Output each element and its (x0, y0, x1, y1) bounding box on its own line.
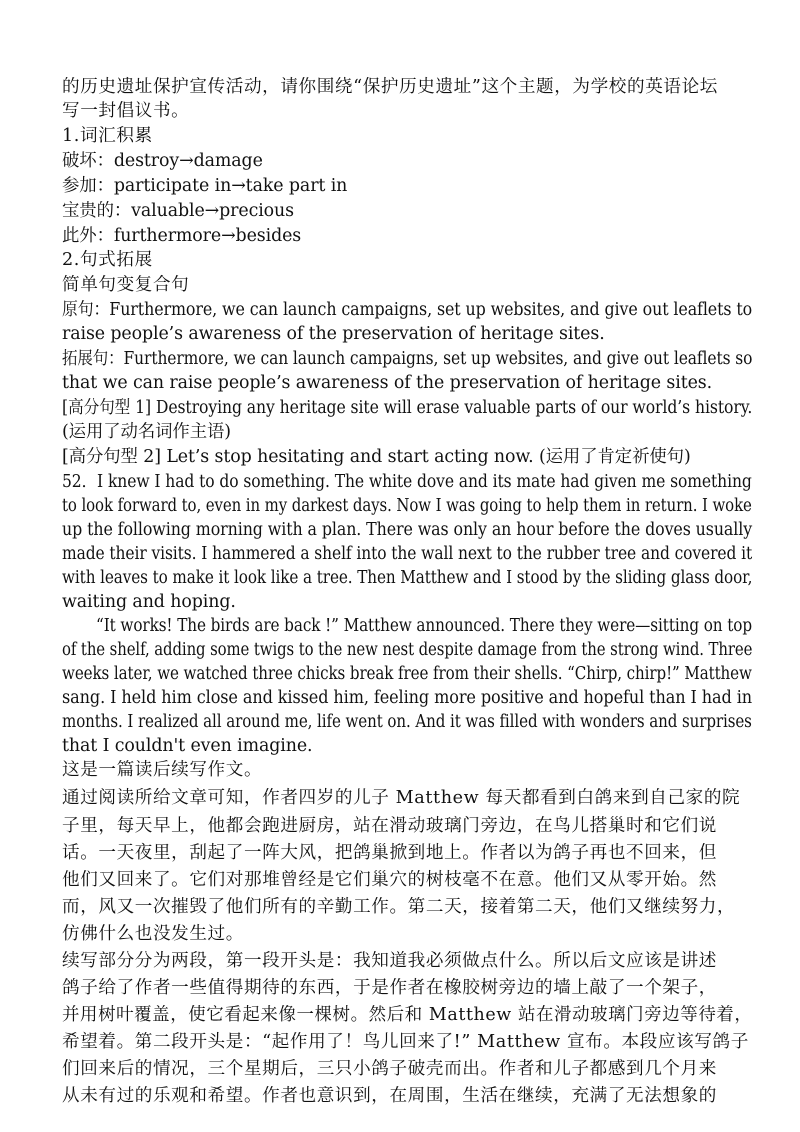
text-line: with leaves to make it look like a tree. Then Matthew and I stood by the sliding glass door, (62, 568, 753, 588)
vocab-item: 宝贵的：valuable→precious (62, 201, 294, 221)
text-line: 这是一篇读后续写作文。 (62, 760, 263, 780)
text-line: 52．I knew I had to do something. The white dove and its mate had given me something (62, 472, 752, 492)
text-line: 写一封倡议书。 (62, 101, 190, 121)
text-line: 简单句变复合句 (62, 275, 190, 295)
section-heading: 2.句式拓展 (62, 250, 153, 270)
text-line: 仿佛什么也没发生过。 (62, 924, 244, 944)
text-line: [高分句型 2] Let’s stop hesitating and start acting now. (运用了肯定祈使句) (62, 447, 691, 467)
vocab-item: 此外：furthermore→besides (62, 226, 302, 246)
text-line: 子里，每天早上，他都会跑进厨房，站在滑动玻璃门旁边，在鸟儿搭巢时和它们说 (62, 816, 717, 836)
text-line: 的历史遗址保护宣传活动，请你围绕“保护历史遗址”这个主题，为学校的英语论坛 (62, 77, 718, 97)
section-heading: 1.词汇积累 (62, 126, 153, 146)
text-line: 拓展句：Furthermore, we can launch campaigns, set up websites, and give out leaflets so (62, 349, 753, 369)
text-line: (运用了动名词作主语) (62, 422, 231, 442)
text-line: “It works! The birds are back !” Matthew announced. There they were—sitting on top (96, 616, 753, 636)
text-line: made their visits. I hammered a shelf into the wall next to the rubber tree and covered it (62, 544, 753, 564)
text-line: of the shelf, adding some twigs to the new nest despite damage from the strong wind. Three (62, 640, 753, 660)
text-line: to look forward to, even in my darkest days. Now I was going to help them in return. I woke (62, 496, 752, 516)
text-line: months. I realized all around me, life went on. And it was filled with wonders and surprises (62, 712, 752, 732)
text-line: 他们又回来了。它们对那堆曾经是它们巢穴的树枝毫不在意。他们又从零开始。然 (62, 870, 717, 890)
text-line: that we can raise people’s awareness of the preservation of heritage sites. (62, 373, 713, 393)
text-line: that I couldn't even imagine. (62, 736, 313, 756)
text-line: 而，风又一次摧毁了他们所有的辛勤工作。第二天，接着第二天，他们又继续努力， (62, 897, 736, 917)
text-line: 原句：Furthermore, we can launch campaigns, set up websites, and give out leaflets to (62, 300, 753, 320)
text-line: waiting and hoping. (62, 592, 236, 612)
text-line: 续写部分分为两段，第一段开头是：我知道我必须做点什么。所以后文应该是讲述 (62, 951, 717, 971)
vocab-item: 参加：participate in→take part in (62, 176, 348, 196)
vocab-item: 破坏：destroy→damage (62, 151, 263, 171)
text-line: 希望着。第二段开头是：“起作用了！鸟儿回来了!” Matthew 宣布。本段应该写鸽子 (62, 1032, 749, 1052)
text-line: sang. I held him close and kissed him, feeling more positive and hopeful than I had in (62, 688, 753, 708)
text-line: 们回来后的情况，三个星期后，三只小鸽子破壳而出。作者和儿子都感到几个月来 (62, 1059, 717, 1079)
text-line: 从未有过的乐观和希望。作者也意识到，在周围，生活在继续，充满了无法想象的 (62, 1086, 717, 1106)
text-line: raise people’s awareness of the preservation of heritage sites. (62, 324, 605, 344)
text-line: 并用树叶覆盖，使它看起来像一棵树。然后和 Matthew 站在滑动玻璃门旁边等待着， (62, 1005, 753, 1025)
text-line: [高分句型 1] Destroying any heritage site will erase valuable parts of our world’s history. (62, 398, 753, 418)
text-line: up the following morning with a plan. There was only an hour before the doves usually (62, 520, 753, 540)
text-line: 鸽子给了作者一些值得期待的东西，于是作者在橡胶树旁边的墙上敲了一个架子， (62, 978, 717, 998)
text-line: 通过阅读所给文章可知，作者四岁的儿子 Matthew 每天都看到白鸽来到自己家的院 (62, 788, 741, 808)
text-line: weeks later, we watched three chicks break free from their shells. “Chirp, chirp!” Matthew (62, 664, 752, 684)
text-line: 话。一天夜里，刮起了一阵大风，把鸽巢掀到地上。作者以为鸽子再也不回来，但 (62, 843, 717, 863)
